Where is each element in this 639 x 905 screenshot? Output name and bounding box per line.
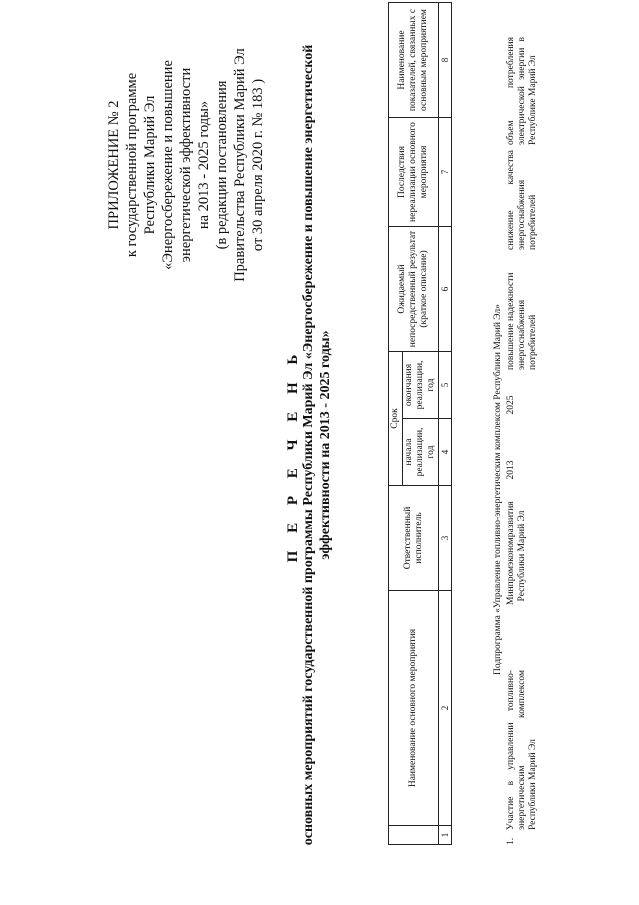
document-heading: П Е Р Е Ч Е Н Ь (285, 347, 301, 563)
column-number: 2 (439, 591, 452, 826)
column-number-row (439, 3, 452, 845)
header-end: окончания реализации, год (403, 352, 439, 419)
measures-table (388, 2, 452, 845)
appendix-line: Республики Марий Эл (142, 95, 158, 235)
column-number: 3 (439, 486, 452, 591)
header-expected: Ожидаемый непосредственный результат (краткое описание) (389, 227, 439, 352)
column-number: 1 (439, 826, 452, 845)
subprogram-title: Подпрограмма «Управление топливно-энергетическим комплексом Республики Марий Эл» (493, 304, 503, 675)
column-number: 8 (439, 3, 452, 118)
table-header-row (389, 3, 403, 845)
row-number: 1. (506, 837, 516, 845)
column-number: 4 (439, 419, 452, 486)
appendix-line: от 30 апреля 2020 г. № 183 ) (250, 78, 266, 252)
row-executor: Минпромэкономразвития Республики Марий Эл (506, 501, 527, 605)
column-number: 6 (439, 227, 452, 352)
row-name: Участие в управлении топливно-энергетическим комплексом Республики Марий Эл (506, 670, 538, 830)
appendix-line: (в редакции постановления (214, 80, 230, 250)
column-number: 5 (439, 352, 452, 419)
document-title: основных мероприятий государственной программы Республики Марий Эл «Энергосбережение и повышение энергетической эффективности на 2013 - 2025 годы» (301, 44, 333, 846)
header-term: Срок (389, 352, 403, 486)
column-number: 7 (439, 118, 452, 227)
row-indicators: объем потребления электрической энергии в Республике Марий Эл (506, 37, 538, 145)
appendix-line: «Энергосбережение и повышение (160, 60, 176, 270)
appendix-line: Правительства Республики Марий Эл (232, 48, 248, 282)
appendix-block (105, 15, 267, 315)
row-consequences: снижение качества энергоснабжения потребителей (506, 150, 538, 250)
appendix-line: на 2013 - 2025 годы» (196, 100, 212, 230)
header-consequences: Последствия нереализации основного мероприятия (389, 118, 439, 227)
header-num (389, 826, 439, 845)
appendix-line: ПРИЛОЖЕНИЕ № 2 (106, 100, 122, 230)
appendix-line: к государственной программе (124, 72, 140, 258)
row-end-year: 2025 (506, 395, 516, 415)
header-indicators: Наименование показателей, связанных с основным мероприятием (389, 3, 439, 118)
appendix-line: энергетической эффективности (178, 67, 194, 263)
header-name: Наименование основного мероприятия (389, 591, 439, 826)
row-start-year: 2013 (506, 460, 516, 480)
row-expected-result: повышение надежности энергоснабжения потребителей (506, 272, 538, 370)
header-start: начала реализации, год (403, 419, 439, 486)
header-executor: Ответственный исполнитель (389, 486, 439, 591)
